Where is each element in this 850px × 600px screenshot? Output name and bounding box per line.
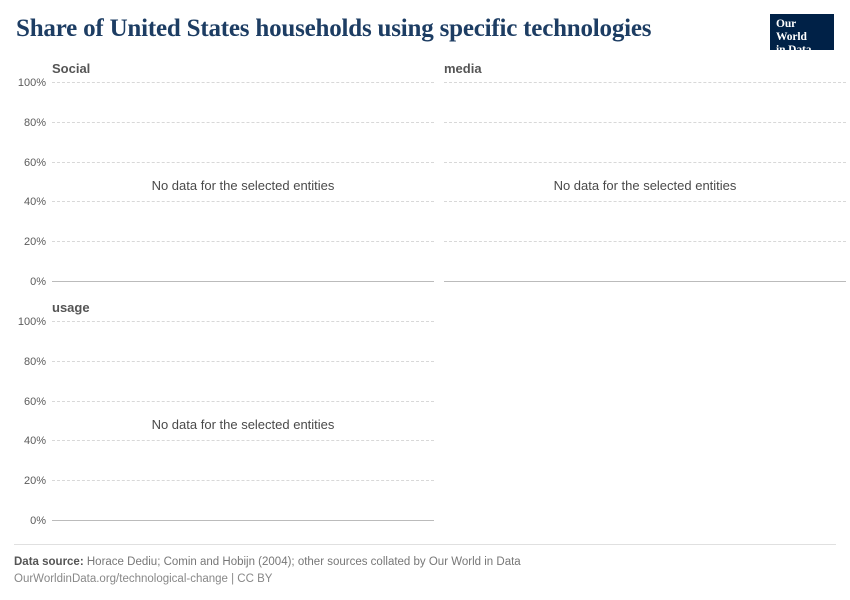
ytick-label-40: 40%: [23, 435, 46, 448]
gridline-100: [444, 82, 846, 83]
plot-area-social: [17, 77, 434, 288]
empty-state-message-social: No data for the selected entities: [151, 177, 335, 193]
gridline-0: [30, 515, 434, 527]
gridline-60: [444, 162, 846, 163]
ytick-label-0: 0%: [30, 515, 46, 527]
gridline-60: [23, 156, 434, 169]
gridline-20: [23, 475, 434, 488]
plot-area-usage: [17, 316, 434, 527]
gridline-40: [23, 196, 434, 209]
gridline-0: [30, 276, 434, 288]
ytick-label-80: 80%: [23, 116, 46, 129]
ytick-label-0: 0%: [30, 276, 46, 288]
gridline-40: [444, 201, 846, 202]
ytick-label-40: 40%: [23, 196, 46, 209]
chart-panel-media: [434, 60, 846, 300]
chart-panel-social: [14, 60, 434, 300]
gridline-100: [17, 77, 434, 89]
chart-panel-usage: [14, 299, 434, 539]
gridline-20: [23, 236, 434, 249]
panel-title-usage: usage: [52, 300, 90, 315]
empty-state-message-usage: No data for the selected entities: [151, 416, 335, 432]
gridline-80: [444, 122, 846, 123]
ytick-label-100: 100%: [17, 77, 46, 89]
chart-panels: [0, 60, 850, 540]
gridline-60: [23, 395, 434, 408]
plot-area-media: [444, 82, 846, 282]
page-title: Share of United States households using specific technologies: [16, 15, 652, 42]
data-source-label: Data source:: [14, 556, 84, 568]
ytick-label-20: 20%: [23, 475, 46, 488]
gridline-20: [444, 241, 846, 242]
panel-title-media: media: [444, 61, 482, 76]
ytick-label-60: 60%: [23, 156, 46, 169]
chart-footer: [14, 544, 836, 588]
empty-state-message-media: No data for the selected entities: [553, 177, 737, 193]
ytick-label-60: 60%: [23, 395, 46, 408]
ytick-label-20: 20%: [23, 236, 46, 249]
chart-header: [0, 0, 850, 56]
data-source-text: Horace Dediu; Comin and Hobijn (2004); other sources collated by Our World in Data: [86, 556, 521, 568]
gridline-0: [444, 281, 846, 282]
ytick-label-100: 100%: [17, 316, 46, 328]
logo-line-2: in Data: [776, 44, 812, 56]
panel-title-social: Social: [52, 61, 91, 76]
logo-line-1: Our World: [776, 18, 807, 43]
owid-logo[interactable]: [770, 14, 834, 56]
gridline-80: [23, 116, 434, 129]
attribution-line[interactable]: OurWorldinData.org/technological-change | CC BY: [14, 573, 273, 585]
ytick-label-80: 80%: [23, 355, 46, 368]
data-source-line: [14, 554, 836, 571]
gridline-80: [23, 355, 434, 368]
gridline-100: [17, 316, 434, 328]
gridline-40: [23, 435, 434, 448]
